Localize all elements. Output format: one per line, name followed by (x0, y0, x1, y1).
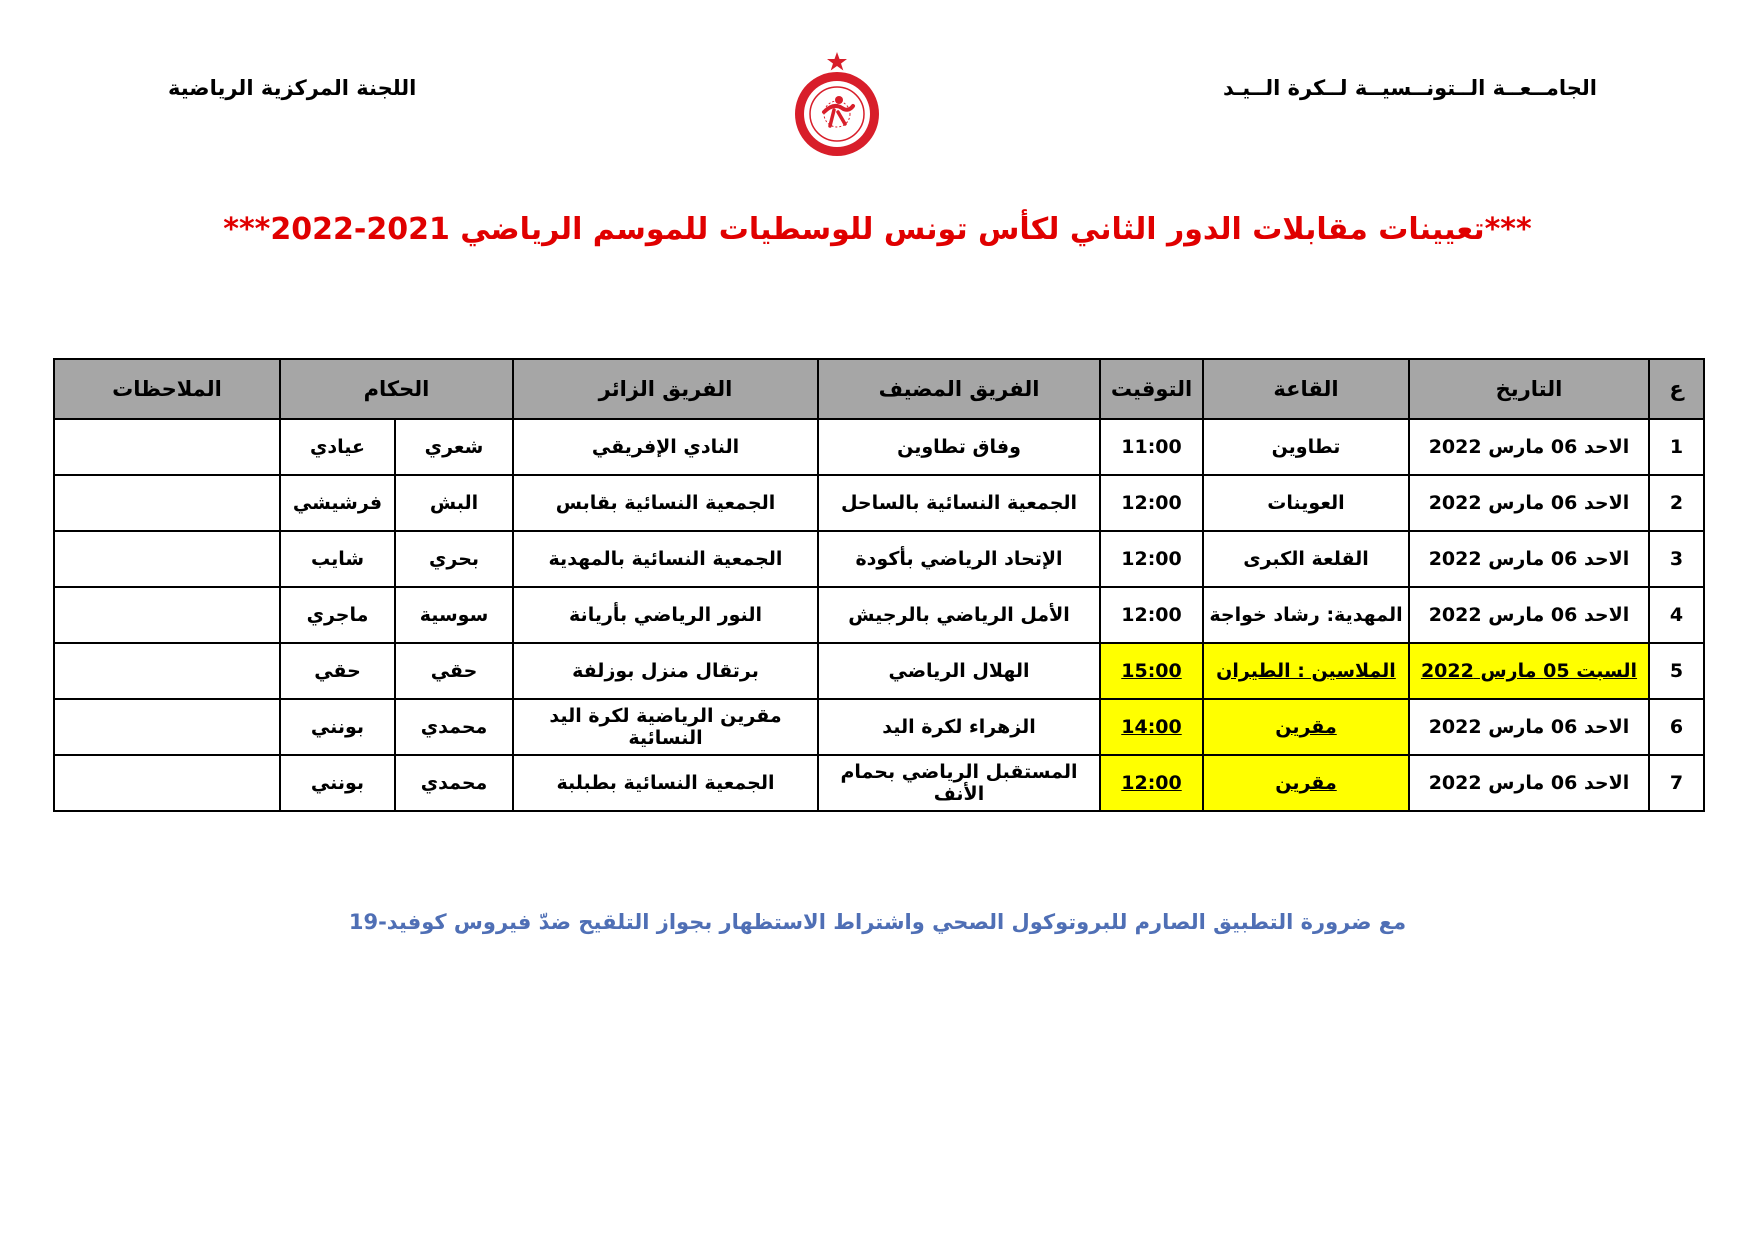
row-away: برتقال منزل بوزلفة (513, 643, 818, 699)
row-notes (54, 755, 280, 811)
row-date: الاحد 06 مارس 2022 (1409, 475, 1649, 531)
table-row (54, 755, 1704, 811)
row-hall-text: مقرين (1275, 772, 1337, 794)
row-notes (54, 531, 280, 587)
row-time (1100, 643, 1203, 699)
row-home: الجمعية النسائية بالساحل (818, 475, 1100, 531)
row-home: الهلال الرياضي (818, 643, 1100, 699)
row-referee-1: محمدي (395, 755, 513, 811)
row-num: 5 (1649, 643, 1704, 699)
row-hall-text: مقرين (1275, 716, 1337, 738)
row-num: 7 (1649, 755, 1704, 811)
row-time: 12:00 (1100, 475, 1203, 531)
header-notes: الملاحظات (54, 359, 280, 419)
row-time: 12:00 (1100, 531, 1203, 587)
row-notes (54, 475, 280, 531)
covid-protocol-note: مع ضرورة التطبيق الصارم للبروتوكول الصحي واشتراط الاستظهار بجواز التلقيح ضدّ فيروس كوفيد-19 (348, 910, 1407, 934)
row-referee-2: ماجري (280, 587, 395, 643)
federation-logo-icon (790, 50, 884, 160)
row-hall: تطاوين (1203, 419, 1409, 475)
table-row (54, 531, 1704, 587)
row-num: 2 (1649, 475, 1704, 531)
row-home: وفاق تطاوين (818, 419, 1100, 475)
row-time (1100, 699, 1203, 755)
row-home: المستقبل الرياضي بحمام الأنف (818, 755, 1100, 811)
schedule-table (53, 358, 1705, 812)
row-referee-2: بونني (280, 755, 395, 811)
row-num: 1 (1649, 419, 1704, 475)
row-time-text: 12:00 (1121, 772, 1182, 794)
row-home: الأمل الرياضي بالرجيش (818, 587, 1100, 643)
row-date: الاحد 06 مارس 2022 (1409, 699, 1649, 755)
row-date: الاحد 06 مارس 2022 (1409, 587, 1649, 643)
committee-name: اللجنة المركزية الرياضية (168, 76, 417, 100)
row-away: الجمعية النسائية بالمهدية (513, 531, 818, 587)
row-date (1409, 643, 1649, 699)
row-time-text: 15:00 (1121, 660, 1182, 682)
header-hall: القاعة (1203, 359, 1409, 419)
row-num: 6 (1649, 699, 1704, 755)
row-hall (1203, 755, 1409, 811)
header-num: ع (1649, 359, 1704, 419)
header-home: الفريق المضيف (818, 359, 1100, 419)
header-referees: الحكام (280, 359, 513, 419)
row-date: الاحد 06 مارس 2022 (1409, 531, 1649, 587)
row-notes (54, 419, 280, 475)
row-referee-1: حقي (395, 643, 513, 699)
row-referee-1: بحري (395, 531, 513, 587)
row-referee-1: سوسية (395, 587, 513, 643)
row-away: الجمعية النسائية بقابس (513, 475, 818, 531)
table-row (54, 699, 1704, 755)
row-referee-2: فرشيشي (280, 475, 395, 531)
row-hall (1203, 699, 1409, 755)
row-referee-2: حقي (280, 643, 395, 699)
row-referee-2: عيادي (280, 419, 395, 475)
table-row (54, 419, 1704, 475)
page-title: ***تعيينات مقابلات الدور الثاني لكأس تونس للوسطيات للموسم الرياضي 2021-2022*** (223, 212, 1532, 247)
row-time-text: 14:00 (1121, 716, 1182, 738)
row-date: الاحد 06 مارس 2022 (1409, 419, 1649, 475)
row-hall: المهدية: رشاد خواجة (1203, 587, 1409, 643)
table-row (54, 475, 1704, 531)
header-time: التوقيت (1100, 359, 1203, 419)
row-notes (54, 587, 280, 643)
row-hall: القلعة الكبرى (1203, 531, 1409, 587)
row-home: الزهراء لكرة اليد (818, 699, 1100, 755)
row-away: مقرين الرياضية لكرة اليد النسائية (513, 699, 818, 755)
table-row (54, 587, 1704, 643)
row-num: 4 (1649, 587, 1704, 643)
row-time: 12:00 (1100, 587, 1203, 643)
row-referee-2: بونني (280, 699, 395, 755)
row-hall-text: الملاسين : الطيران (1216, 660, 1396, 682)
row-home: الإتحاد الرياضي بأكودة (818, 531, 1100, 587)
row-hall (1203, 643, 1409, 699)
row-date-text: السبت 05 مارس 2022 (1420, 660, 1638, 682)
row-referee-1: شعري (395, 419, 513, 475)
header-away: الفريق الزائر (513, 359, 818, 419)
row-referee-1: البش (395, 475, 513, 531)
row-away: النور الرياضي بأريانة (513, 587, 818, 643)
row-time: 11:00 (1100, 419, 1203, 475)
row-referee-2: شايب (280, 531, 395, 587)
row-away: الجمعية النسائية بطبلبة (513, 755, 818, 811)
row-away: النادي الإفريقي (513, 419, 818, 475)
row-referee-1: محمدي (395, 699, 513, 755)
row-date: الاحد 06 مارس 2022 (1409, 755, 1649, 811)
federation-name: الجامــعــة الــتونــسيــة لــكرة الــيـد (1222, 76, 1597, 100)
row-notes (54, 643, 280, 699)
table-header-row (54, 359, 1704, 419)
header-date: التاريخ (1409, 359, 1649, 419)
table-row (54, 643, 1704, 699)
row-time (1100, 755, 1203, 811)
row-num: 3 (1649, 531, 1704, 587)
row-notes (54, 699, 280, 755)
row-hall: العوينات (1203, 475, 1409, 531)
